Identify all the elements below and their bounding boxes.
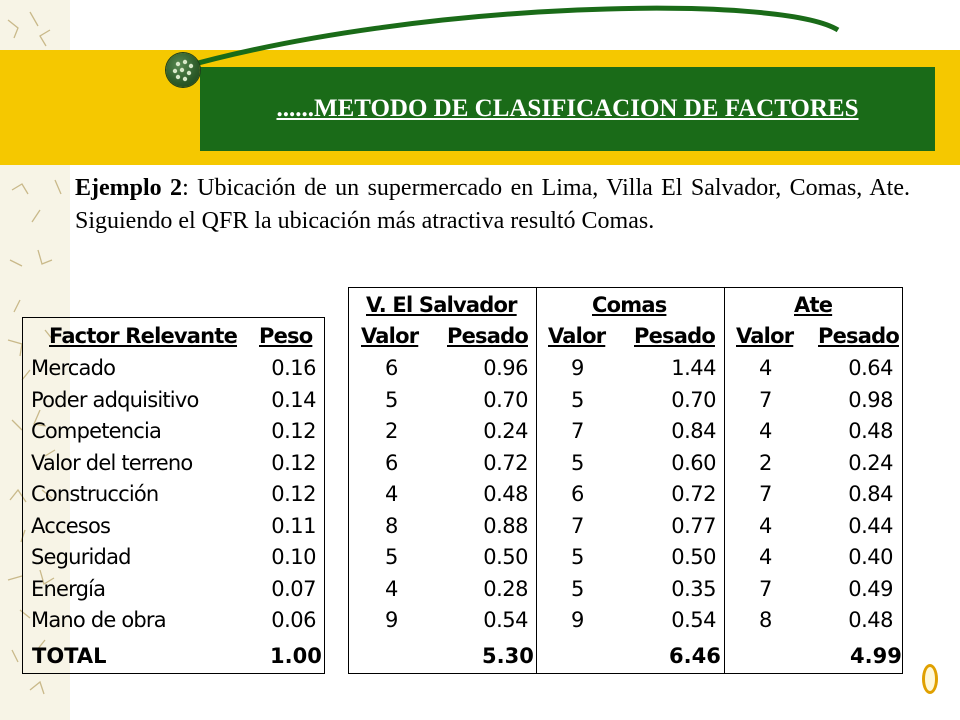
value-comas: 9 <box>571 608 584 632</box>
weighted-comas: 0.84 <box>671 419 716 443</box>
value-ate: 4 <box>759 514 772 538</box>
factor-name: Mano de obra <box>31 608 166 632</box>
action-button[interactable] <box>922 664 938 694</box>
factor-weight: 0.12 <box>271 419 316 443</box>
decorative-ball-icon <box>166 53 200 87</box>
factor-weight: 0.06 <box>271 608 316 632</box>
value-header: Valor <box>736 324 794 348</box>
column-divider <box>724 287 725 673</box>
value-comas: 5 <box>571 451 584 475</box>
weighted-header: Pesado <box>634 324 715 348</box>
weighted-header: Pesado <box>447 324 528 348</box>
weighted-ate: 0.48 <box>848 608 893 632</box>
location-header-comas: Comas <box>592 293 667 317</box>
value-ate: 7 <box>759 482 772 506</box>
weighted-ate: 0.98 <box>848 388 893 412</box>
value-header: Valor <box>361 324 419 348</box>
weighted-villa-el-salvador: 0.28 <box>483 577 528 601</box>
weighted-villa-el-salvador: 0.70 <box>483 388 528 412</box>
weighted-ate: 0.24 <box>848 451 893 475</box>
value-comas: 7 <box>571 514 584 538</box>
value-comas: 5 <box>571 545 584 569</box>
column-divider <box>536 287 537 673</box>
value-ate: 4 <box>759 356 772 380</box>
value-villa-el-salvador: 5 <box>385 545 398 569</box>
factor-name: Poder adquisitivo <box>31 388 199 412</box>
value-ate: 7 <box>759 577 772 601</box>
value-comas: 5 <box>571 388 584 412</box>
weighted-comas: 0.60 <box>671 451 716 475</box>
total-comas: 6.46 <box>669 644 721 668</box>
value-villa-el-salvador: 4 <box>385 577 398 601</box>
weighted-villa-el-salvador: 0.88 <box>483 514 528 538</box>
weighted-comas: 0.35 <box>671 577 716 601</box>
factor-weight: 0.16 <box>271 356 316 380</box>
total-weight: 1.00 <box>270 644 322 668</box>
weighted-comas: 0.72 <box>671 482 716 506</box>
total-ate: 4.99 <box>850 644 902 668</box>
value-villa-el-salvador: 6 <box>385 356 398 380</box>
value-header: Valor <box>548 324 606 348</box>
factor-weight: 0.14 <box>271 388 316 412</box>
weighted-comas: 0.70 <box>671 388 716 412</box>
factor-weight: 0.10 <box>271 545 316 569</box>
value-comas: 9 <box>571 356 584 380</box>
weighted-villa-el-salvador: 0.54 <box>483 608 528 632</box>
weighted-comas: 0.77 <box>671 514 716 538</box>
value-ate: 4 <box>759 419 772 443</box>
total-villa-el-salvador: 5.30 <box>482 644 534 668</box>
factor-weight: 0.12 <box>271 482 316 506</box>
weighted-villa-el-salvador: 0.24 <box>483 419 528 443</box>
weighted-villa-el-salvador: 0.50 <box>483 545 528 569</box>
value-villa-el-salvador: 5 <box>385 388 398 412</box>
weighted-villa-el-salvador: 0.72 <box>483 451 528 475</box>
factor-name: Accesos <box>31 514 111 538</box>
title-box <box>200 67 935 151</box>
weighted-comas: 1.44 <box>671 356 716 380</box>
location-header-villa-el-salvador: V. El Salvador <box>366 293 517 317</box>
weighted-ate: 0.64 <box>848 356 893 380</box>
factor-weight: 0.07 <box>271 577 316 601</box>
weighted-villa-el-salvador: 0.48 <box>483 482 528 506</box>
weighted-header: Pesado <box>818 324 899 348</box>
weighted-comas: 0.50 <box>671 545 716 569</box>
value-ate: 2 <box>759 451 772 475</box>
factor-weight: 0.11 <box>271 514 316 538</box>
example-text: : Ubicación de un supermercado en Lima, Villa El Salvador, Comas, Ate. Siguiendo el QFR la ubicación más atractiva resultó Comas. <box>75 175 910 234</box>
value-ate: 8 <box>759 608 772 632</box>
weight-header: Peso <box>259 324 313 348</box>
factor-name: Mercado <box>31 356 116 380</box>
value-villa-el-salvador: 4 <box>385 482 398 506</box>
weighted-ate: 0.44 <box>848 514 893 538</box>
example-label: Ejemplo 2 <box>75 175 183 201</box>
page-title: ......METODO DE CLASIFICACION DE FACTORES <box>276 95 859 122</box>
total-label: TOTAL <box>32 644 107 668</box>
value-ate: 7 <box>759 388 772 412</box>
value-villa-el-salvador: 9 <box>385 608 398 632</box>
value-comas: 5 <box>571 577 584 601</box>
factor-weight: 0.12 <box>271 451 316 475</box>
value-villa-el-salvador: 2 <box>385 419 398 443</box>
value-villa-el-salvador: 8 <box>385 514 398 538</box>
factor-name: Construcción <box>31 482 159 506</box>
factor-header: Factor Relevante <box>49 324 238 348</box>
location-header-ate: Ate <box>794 293 833 317</box>
value-comas: 6 <box>571 482 584 506</box>
value-comas: 7 <box>571 419 584 443</box>
weighted-ate: 0.84 <box>848 482 893 506</box>
weighted-comas: 0.54 <box>671 608 716 632</box>
weighted-ate: 0.40 <box>848 545 893 569</box>
weighted-villa-el-salvador: 0.96 <box>483 356 528 380</box>
factor-name: Seguridad <box>31 545 131 569</box>
factor-name: Energía <box>31 577 106 601</box>
factor-name: Competencia <box>31 419 162 443</box>
weighted-ate: 0.48 <box>848 419 893 443</box>
value-ate: 4 <box>759 545 772 569</box>
weighted-ate: 0.49 <box>848 577 893 601</box>
example-paragraph <box>75 172 910 238</box>
value-villa-el-salvador: 6 <box>385 451 398 475</box>
factor-name: Valor del terreno <box>31 451 193 475</box>
